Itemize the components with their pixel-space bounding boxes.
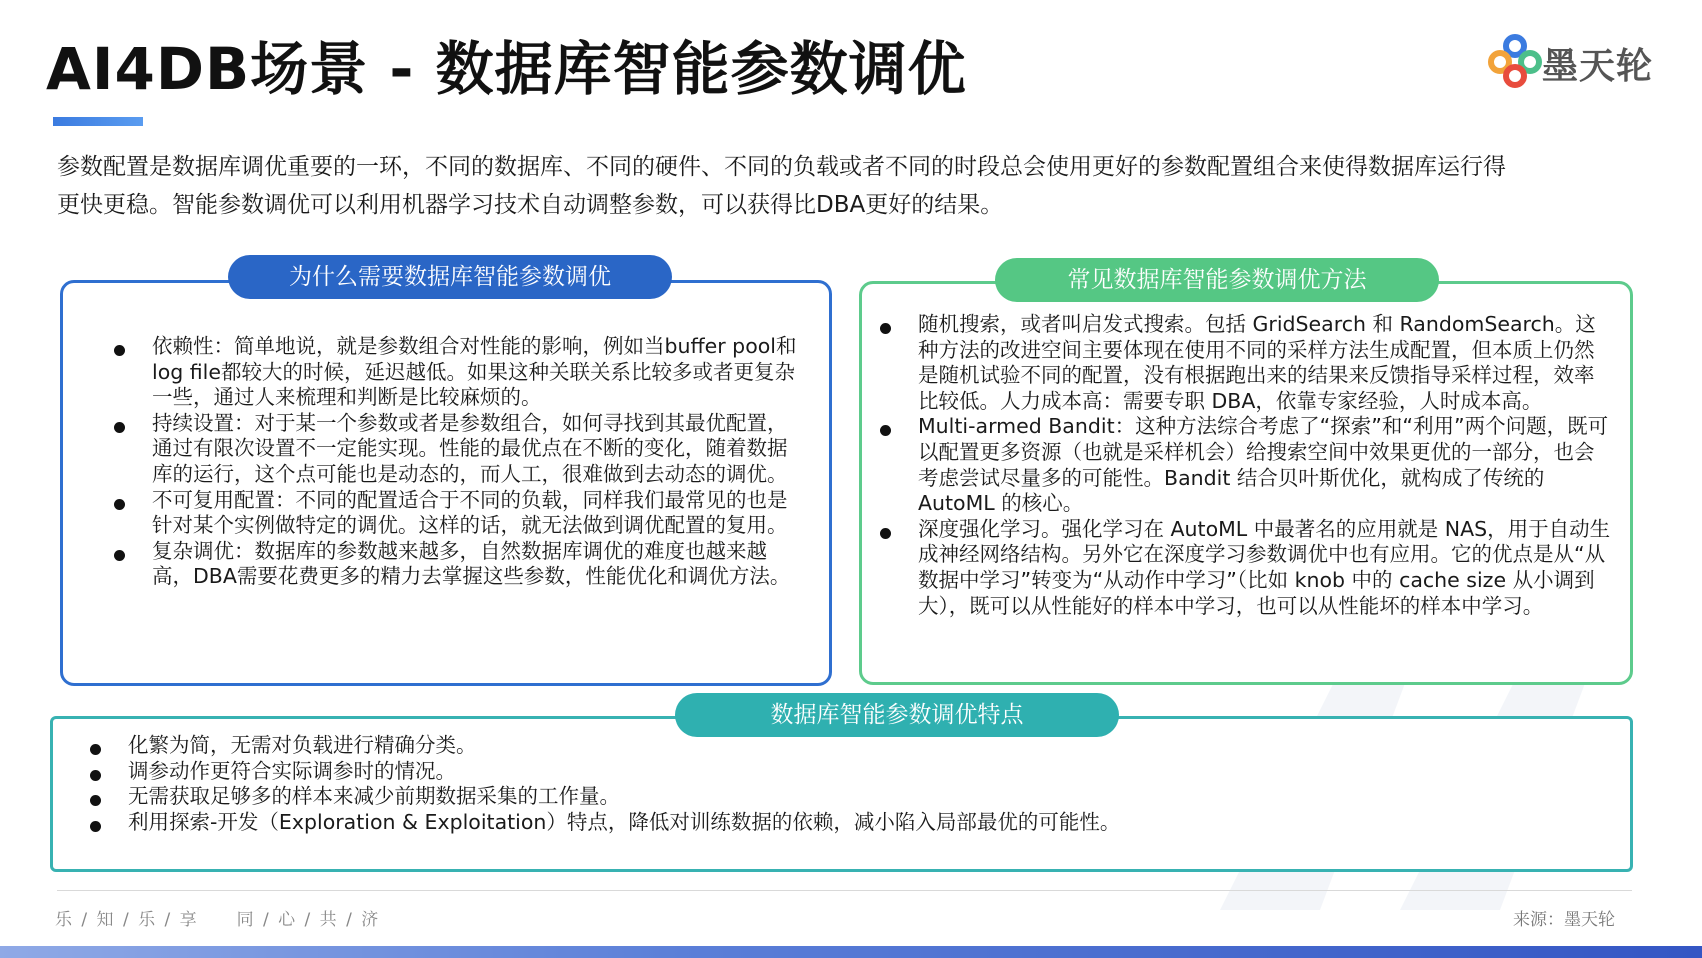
bullet-icon <box>114 345 125 356</box>
list-item <box>114 411 804 488</box>
footer-source: 来源：墨天轮 <box>1513 910 1615 930</box>
list-item <box>880 312 1612 414</box>
list-item-text: 利用探索-开发（Exploration & Exploitation）特点，降低对训练数据的依赖，减小陷入局部最优的可能性。 <box>128 809 1121 834</box>
methods-panel-title: 常见数据库智能参数调优方法 <box>995 258 1439 302</box>
list-item <box>114 488 804 539</box>
list-item <box>90 733 1590 759</box>
bullet-icon <box>114 499 125 510</box>
list-item-text: 复杂调优：数据库的参数越来越多，自然数据库调优的难度也越来越高，DBA需要花费更多的精力去掌握这些参数，性能优化和调优方法。 <box>152 538 791 589</box>
list-item-text: 不可复用配置：不同的配置适合于不同的负载，同样我们最常见的也是针对某个实例做特定的调优。这样的话，就无法做到调优配置的复用。 <box>152 487 788 538</box>
list-item <box>90 759 1590 785</box>
footer-divider <box>57 890 1632 891</box>
bullet-icon <box>90 821 101 832</box>
list-item <box>90 810 1590 836</box>
list-item-text: 持续设置：对于某一个参数或者是参数组合，如何寻找到其最优配置，通过有限次设置不一定能实现。性能的最优点在不断的变化，随着数据库的运行，这个点可能也是动态的，而人工，很难做到去动态的调优。 <box>152 410 788 486</box>
methods-list <box>880 312 1612 619</box>
features-panel-title: 数据库智能参数调优特点 <box>675 693 1119 737</box>
list-item-text: 依赖性：简单地说，就是参数组合对性能的影响，例如当buffer pool和log file都较大的时候，延迟越低。如果这种关联关系比较多或者更复杂一些，通过人来梳理和判断是比较麻烦的。 <box>152 334 797 410</box>
page-title: AI4DB场景 - 数据库智能参数调优 <box>46 35 967 103</box>
list-item <box>90 784 1590 810</box>
bullet-icon <box>90 744 101 755</box>
bullet-icon <box>114 422 125 433</box>
bullet-icon <box>90 770 101 781</box>
motianlun-logo-icon <box>1486 32 1544 90</box>
bullet-icon <box>114 550 125 561</box>
intro-line: 参数配置是数据库调优重要的一环，不同的数据库、不同的硬件、不同的负载或者不同的时段总会使用更好的参数配置组合来使得数据库运行得 <box>57 154 1506 180</box>
intro-paragraph <box>57 148 1657 224</box>
list-item <box>114 334 804 411</box>
intro-line: 更快更稳。智能参数调优可以利用机器学习技术自动调整参数，可以获得比DBA更好的结果。 <box>57 192 1004 218</box>
bullet-icon <box>90 795 101 806</box>
list-item-text: Multi-armed Bandit：这种方法综合考虑了“探索”和“利用”两个问题，既可以配置更多资源（也就是采样机会）给搜索空间中效果更优的一部分，也会考虑尝试尽量多的可能性。Bandit 结合贝叶斯优化，就构成了传统的 AutoML 的核心。 <box>918 414 1609 516</box>
why-list <box>114 334 804 590</box>
features-list <box>90 733 1590 835</box>
list-item <box>880 517 1612 619</box>
bullet-icon <box>880 425 891 436</box>
footer-slogan: 乐 / 知 / 乐 / 享 同 / 心 / 共 / 济 <box>55 910 381 930</box>
list-item-text: 调参动作更符合实际调参时的情况。 <box>128 758 456 783</box>
bullet-icon <box>880 528 891 539</box>
list-item-text: 化繁为简，无需对负载进行精确分类。 <box>128 733 477 757</box>
bullet-icon <box>880 323 891 334</box>
list-item-text: 深度强化学习。强化学习在 AutoML 中最著名的应用就是 NAS，用于自动生成神经网络结构。另外它在深度学习参数调优中也有应用。它的优点是从“从数据中学习”转变为“从动作中学习”（比如 knob 中的 cache size 从小调到大），既可以从性能好的样本中学习，也可以从性能坏的样本中学习。 <box>918 516 1611 618</box>
title-underline <box>53 117 143 126</box>
why-panel-title: 为什么需要数据库智能参数调优 <box>228 255 672 299</box>
brand-logo <box>1486 30 1654 92</box>
logo-text: 墨天轮 <box>1542 46 1654 87</box>
list-item <box>880 414 1612 516</box>
bottom-accent-strip <box>0 946 1702 958</box>
list-item <box>114 539 804 590</box>
list-item-text: 无需获取足够多的样本来减少前期数据采集的工作量。 <box>128 784 620 809</box>
list-item-text: 随机搜索，或者叫启发式搜索。包括 GridSearch 和 RandomSearch。这种方法的改进空间主要体现在使用不同的采样方法生成配置，但本质上仍然是随机试验不同的配置，没有根据跑出来的结果来反馈指导采样过程，效率比较低。人力成本高：需要专职 DBA，依靠专家经验，人时成本高。 <box>918 312 1596 413</box>
